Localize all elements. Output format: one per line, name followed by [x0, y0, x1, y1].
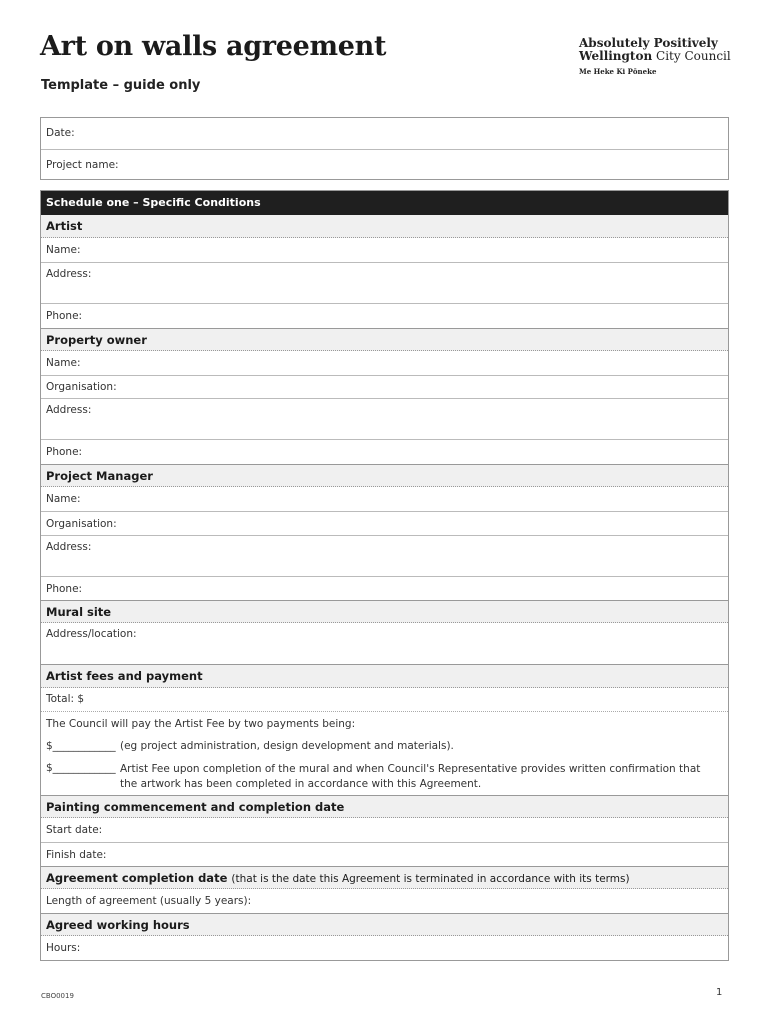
owner-name-field[interactable]: [41, 351, 728, 375]
document-code: CBO0019: [41, 992, 74, 1000]
finish-date-field[interactable]: [41, 842, 728, 866]
agreement-length-label: Length of agreement (usually 5 years):: [46, 895, 252, 907]
payment-one-blank[interactable]: $____________: [46, 740, 116, 752]
date-field[interactable]: [41, 118, 728, 149]
project-manager-heading: Project Manager: [41, 464, 728, 487]
artist-fees-heading: Artist fees and payment: [41, 664, 728, 688]
page-number: 1: [716, 987, 723, 998]
project-name-label: Project name:: [46, 159, 119, 171]
artist-name-field[interactable]: [41, 238, 728, 262]
document-title: Art on walls agreement: [40, 31, 387, 62]
payment-two-row[interactable]: [41, 758, 728, 795]
finish-date-label: Finish date:: [46, 849, 107, 861]
schedule-table: [40, 190, 729, 961]
payment-one-text: (eg project administration, design development and materials).: [120, 740, 454, 752]
payment-one-row[interactable]: [41, 735, 728, 758]
schedule-band: Schedule one – Specific Conditions: [41, 191, 728, 215]
owner-address-field[interactable]: [41, 398, 728, 439]
owner-name-label: Name:: [46, 357, 81, 369]
pm-organisation-label: Organisation:: [46, 518, 117, 530]
painting-dates-heading: Painting commencement and completion date: [41, 795, 728, 818]
agreement-completion-title: Agreement completion date: [46, 871, 228, 885]
artist-address-field[interactable]: [41, 262, 728, 303]
project-info-box: [40, 117, 729, 180]
owner-organisation-label: Organisation:: [46, 381, 117, 393]
start-date-label: Start date:: [46, 824, 103, 836]
document-subtitle: Template – guide only: [41, 78, 201, 93]
working-hours-heading: Agreed working hours: [41, 913, 728, 936]
logo-line-1: Absolutely Positively: [579, 36, 718, 50]
property-owner-heading: Property owner: [41, 328, 728, 351]
pm-address-field[interactable]: [41, 535, 728, 576]
logo-line-2-rest: City Council: [652, 49, 731, 63]
artist-phone-field[interactable]: [41, 303, 728, 328]
date-label: Date:: [46, 127, 75, 139]
hours-field[interactable]: [41, 936, 728, 960]
pm-phone-field[interactable]: [41, 576, 728, 600]
logo-line-3: Me Heke Ki Pōneke: [579, 67, 657, 76]
owner-phone-field[interactable]: [41, 439, 728, 464]
fees-total-field[interactable]: [41, 688, 728, 711]
agreement-completion-heading: [41, 866, 728, 889]
pm-organisation-field[interactable]: [41, 511, 728, 535]
mural-address-label: Address/location:: [46, 628, 137, 640]
logo-line-2: [579, 50, 731, 62]
agreement-length-field[interactable]: [41, 889, 728, 913]
owner-organisation-field[interactable]: [41, 375, 728, 398]
artist-phone-label: Phone:: [46, 310, 83, 322]
pm-phone-label: Phone:: [46, 583, 83, 595]
pm-address-label: Address:: [46, 541, 92, 553]
owner-phone-label: Phone:: [46, 446, 83, 458]
artist-name-label: Name:: [46, 244, 81, 256]
fees-intro: [41, 711, 728, 735]
pm-name-field[interactable]: [41, 487, 728, 511]
payment-two-text: Artist Fee upon completion of the mural and when Council's Representative provides written confirmation that the artwork has been completed in accordance with this Agreement.: [120, 763, 701, 790]
artist-heading: Artist: [41, 215, 728, 238]
artist-address-label: Address:: [46, 268, 92, 280]
start-date-field[interactable]: [41, 818, 728, 842]
mural-site-heading: Mural site: [41, 600, 728, 623]
owner-address-label: Address:: [46, 404, 92, 416]
fees-intro-text: The Council will pay the Artist Fee by two payments being:: [46, 718, 356, 730]
hours-label: Hours:: [46, 942, 81, 954]
pm-name-label: Name:: [46, 493, 81, 505]
logo-line-2-bold: Wellington: [579, 49, 653, 63]
fees-total-label: Total: $: [46, 693, 85, 705]
agreement-completion-note: (that is the date this Agreement is terminated in accordance with its terms): [231, 873, 630, 885]
council-logo: [579, 37, 731, 75]
payment-two-blank[interactable]: $____________: [46, 762, 116, 774]
project-name-field[interactable]: [41, 149, 728, 179]
mural-address-field[interactable]: [41, 623, 728, 664]
